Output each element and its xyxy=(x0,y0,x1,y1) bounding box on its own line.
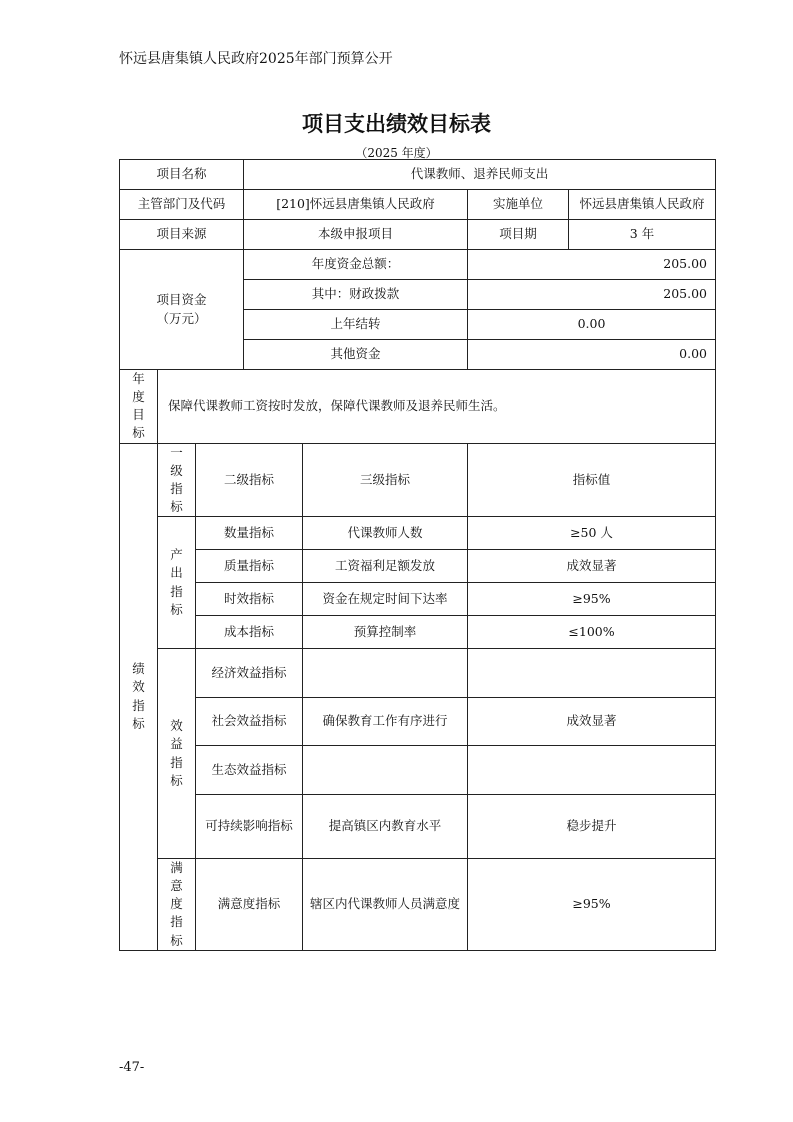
table-row xyxy=(120,859,716,951)
output-value: ≥95% xyxy=(468,583,716,616)
funds-carry-value: 0.00 xyxy=(468,310,716,340)
performance-table xyxy=(119,159,716,951)
funds-other-value: 0.00 xyxy=(468,340,716,370)
output-l3: 资金在规定时间下达率 xyxy=(303,583,468,616)
benefit-value xyxy=(468,649,716,698)
satisfaction-l3: 辖区内代课教师人员满意度 xyxy=(303,859,468,951)
perf-label: 绩 效 指 标 xyxy=(120,443,158,950)
page-number: -47- xyxy=(119,1060,145,1075)
table-row xyxy=(120,370,716,444)
table-row xyxy=(120,220,716,250)
table-row xyxy=(120,517,716,550)
table-row xyxy=(120,550,716,583)
funds-label-cell xyxy=(120,250,244,370)
output-l3: 工资福利足额发放 xyxy=(303,550,468,583)
annual-goal-label: 年 度 目 标 xyxy=(120,370,158,444)
table-row xyxy=(120,795,716,859)
source-label: 项目来源 xyxy=(120,220,244,250)
source-value: 本级申报项目 xyxy=(244,220,468,250)
level3-header: 三级指标 xyxy=(303,443,468,517)
output-l3: 预算控制率 xyxy=(303,616,468,649)
page-header: 怀远县唐集镇人民政府2025年部门预算公开 xyxy=(119,51,393,67)
table-row xyxy=(120,443,716,517)
benefit-l2: 生态效益指标 xyxy=(196,746,303,795)
page-subtitle: （2025 年度） xyxy=(355,146,438,160)
table-row xyxy=(120,698,716,746)
funds-label: 项目资金 xyxy=(156,292,207,308)
page-title: 项目支出绩效目标表 xyxy=(302,112,491,136)
funds-fiscal-value: 205.00 xyxy=(468,280,716,310)
level2-header: 二级指标 xyxy=(196,443,303,517)
period-value: 3 年 xyxy=(569,220,716,250)
table-row xyxy=(120,616,716,649)
output-label: 产 出 指 标 xyxy=(158,517,196,649)
table-row xyxy=(120,250,716,280)
output-l2: 数量指标 xyxy=(196,517,303,550)
satisfaction-l2: 满意度指标 xyxy=(196,859,303,951)
benefit-l3: 确保教育工作有序进行 xyxy=(303,698,468,746)
output-l2: 时效指标 xyxy=(196,583,303,616)
table-row xyxy=(120,649,716,698)
benefit-l2: 社会效益指标 xyxy=(196,698,303,746)
output-l3: 代课教师人数 xyxy=(303,517,468,550)
output-value: ≥50 人 xyxy=(468,517,716,550)
benefit-l2: 可持续影响指标 xyxy=(196,795,303,859)
funds-other-label: 其他资金 xyxy=(244,340,468,370)
funds-carry-label: 上年结转 xyxy=(244,310,468,340)
value-header: 指标值 xyxy=(468,443,716,517)
benefit-value: 成效显著 xyxy=(468,698,716,746)
funds-total-value: 205.00 xyxy=(468,250,716,280)
dept-label: 主管部门及代码 xyxy=(120,190,244,220)
benefit-l2: 经济效益指标 xyxy=(196,649,303,698)
impl-value: 怀远县唐集镇人民政府 xyxy=(569,190,716,220)
benefit-l3: 提高镇区内教育水平 xyxy=(303,795,468,859)
project-name-label: 项目名称 xyxy=(120,160,244,190)
benefit-l3 xyxy=(303,649,468,698)
funds-fiscal-label: 其中：财政拨款 xyxy=(244,280,468,310)
funds-unit: （万元） xyxy=(156,310,207,326)
benefit-l3 xyxy=(303,746,468,795)
period-label: 项目期 xyxy=(468,220,569,250)
output-l2: 成本指标 xyxy=(196,616,303,649)
table-row xyxy=(120,190,716,220)
satisfaction-value: ≥95% xyxy=(468,859,716,951)
level1-header: 一 级 指 标 xyxy=(158,443,196,517)
dept-value: [210]怀远县唐集镇人民政府 xyxy=(244,190,468,220)
satisfaction-label: 满 意 度 指 标 xyxy=(158,859,196,951)
output-value: ≤100% xyxy=(468,616,716,649)
benefit-value: 稳步提升 xyxy=(468,795,716,859)
table-row xyxy=(120,583,716,616)
benefit-label: 效 益 指 标 xyxy=(158,649,196,859)
table-row xyxy=(120,160,716,190)
funds-total-label: 年度资金总额： xyxy=(244,250,468,280)
impl-label: 实施单位 xyxy=(468,190,569,220)
output-l2: 质量指标 xyxy=(196,550,303,583)
benefit-value xyxy=(468,746,716,795)
project-name-value: 代课教师、退养民师支出 xyxy=(244,160,716,190)
output-value: 成效显著 xyxy=(468,550,716,583)
annual-goal-text: 保障代课教师工资按时发放，保障代课教师及退养民师生活。 xyxy=(158,370,716,444)
table-row xyxy=(120,746,716,795)
